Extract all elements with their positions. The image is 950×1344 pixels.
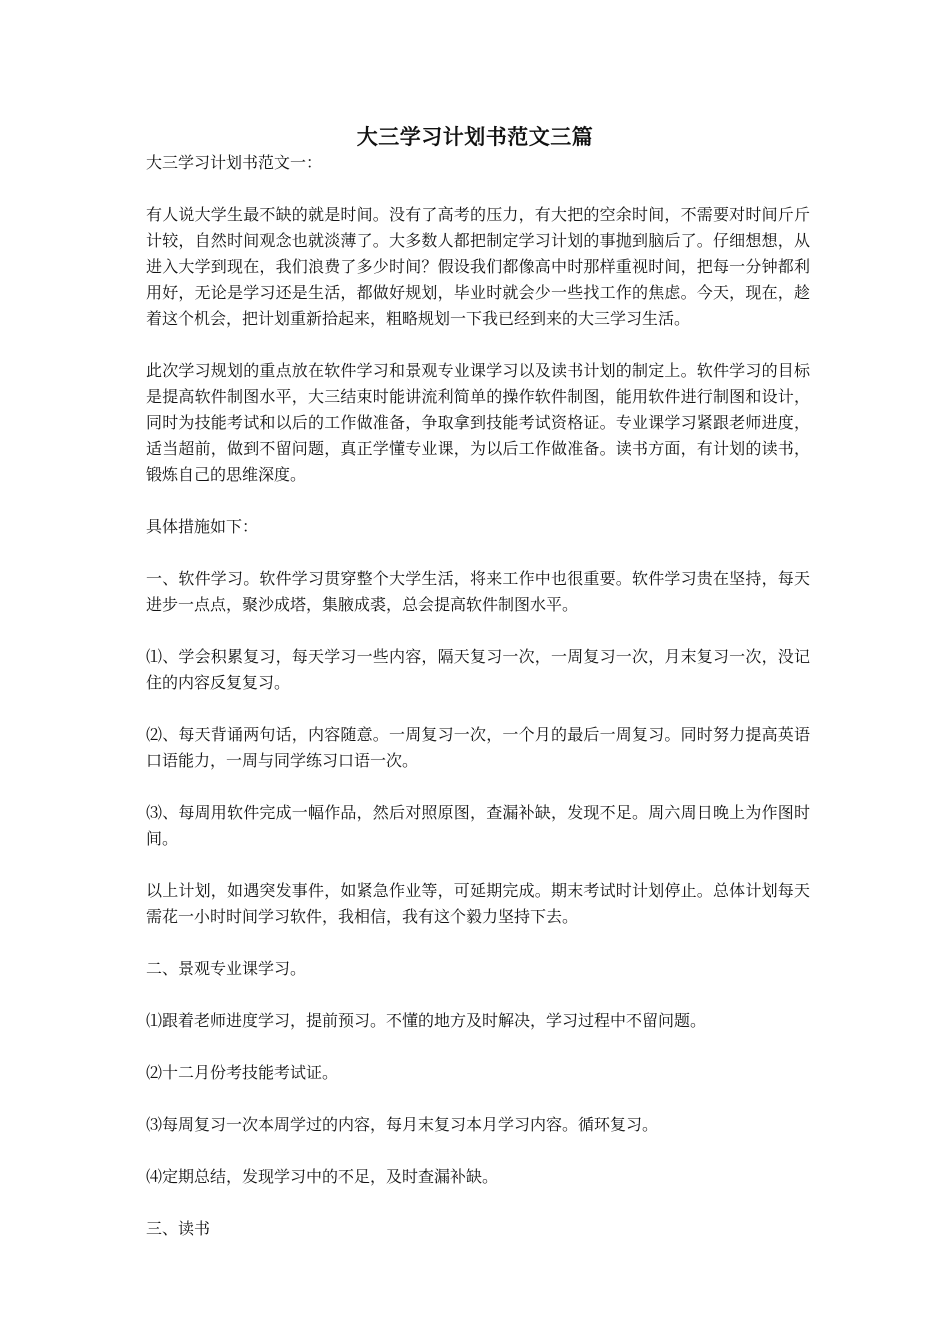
- paragraph-section-3-heading: 三、读书: [146, 1219, 211, 1238]
- paragraph-software-learning: 一、软件学习。软件学习贯穿整个大学生活，将来工作中也很重要。软件学习贵在坚持，每天进步一点点，聚沙成塔，集腋成裘，总会提高软件制图水平。: [146, 569, 810, 614]
- paragraph-plan-summary: 以上计划，如遇突发事件，如紧急作业等，可延期完成。期末考试时计划停止。总体计划每天需花一小时时间学习软件，我相信，我有这个毅力坚持下去。: [146, 881, 810, 926]
- paragraph-plan-focus: 此次学习规划的重点放在软件学习和景观专业课学习以及读书计划的制定上。软件学习的目标是提高软件制图水平，大三结束时能讲流利简单的操作软件制图，能用软件进行制图和设计，同时为技能考试和以后的工作做准备，争取拿到技能考试资格证。专业课学习紧跟老师进度，适当超前，做到不留问题，真正学懂专业课，为以后工作做准备。读书方面，有计划的读书，锻炼自己的思维深度。: [146, 361, 810, 484]
- paragraph-item-1: ⑴、学会积累复习，每天学习一些内容，隔天复习一次，一周复习一次，月末复习一次，没记住的内容反复复习。: [146, 647, 810, 692]
- paragraph-section-2-item-2: ⑵十二月份考技能考试证。: [146, 1063, 339, 1082]
- paragraph-section-2-item-1: ⑴跟着老师进度学习，提前预习。不懂的地方及时解决，学习过程中不留问题。: [146, 1011, 707, 1030]
- paragraph-section-2-heading: 二、景观专业课学习。: [146, 959, 307, 978]
- document-title: 大三学习计划书范文三篇: [356, 124, 594, 149]
- document-body: [146, 150, 810, 1268]
- paragraph-example-heading: 大三学习计划书范文一：: [146, 153, 323, 172]
- paragraph-measures-heading: 具体措施如下：: [146, 517, 259, 536]
- paragraph-section-2-item-3: ⑶每周复习一次本周学过的内容，每月末复习本月学习内容。循环复习。: [146, 1115, 659, 1134]
- paragraph-section-2-item-4: ⑷定期总结，发现学习中的不足，及时查漏补缺。: [146, 1167, 499, 1186]
- paragraph-intro: 有人说大学生最不缺的就是时间。没有了高考的压力，有大把的空余时间，不需要对时间斤斤计较，自然时间观念也就淡薄了。大多数人都把制定学习计划的事抛到脑后了。仔细想想，从进入大学到现在，我们浪费了多少时间？假设我们都像高中时那样重视时间，把每一分钟都利用好，无论是学习还是生活，都做好规划，毕业时就会少一些找工作的焦虑。今天，现在，趁着这个机会，把计划重新拾起来，粗略规划一下我已经到来的大三学习生活。: [146, 205, 810, 328]
- paragraph-item-3: ⑶、每周用软件完成一幅作品，然后对照原图，查漏补缺，发现不足。周六周日晚上为作图时间。: [146, 803, 810, 848]
- paragraph-item-2: ⑵、每天背诵两句话，内容随意。一周复习一次，一个月的最后一周复习。同时努力提高英语口语能力，一周与同学练习口语一次。: [146, 725, 810, 770]
